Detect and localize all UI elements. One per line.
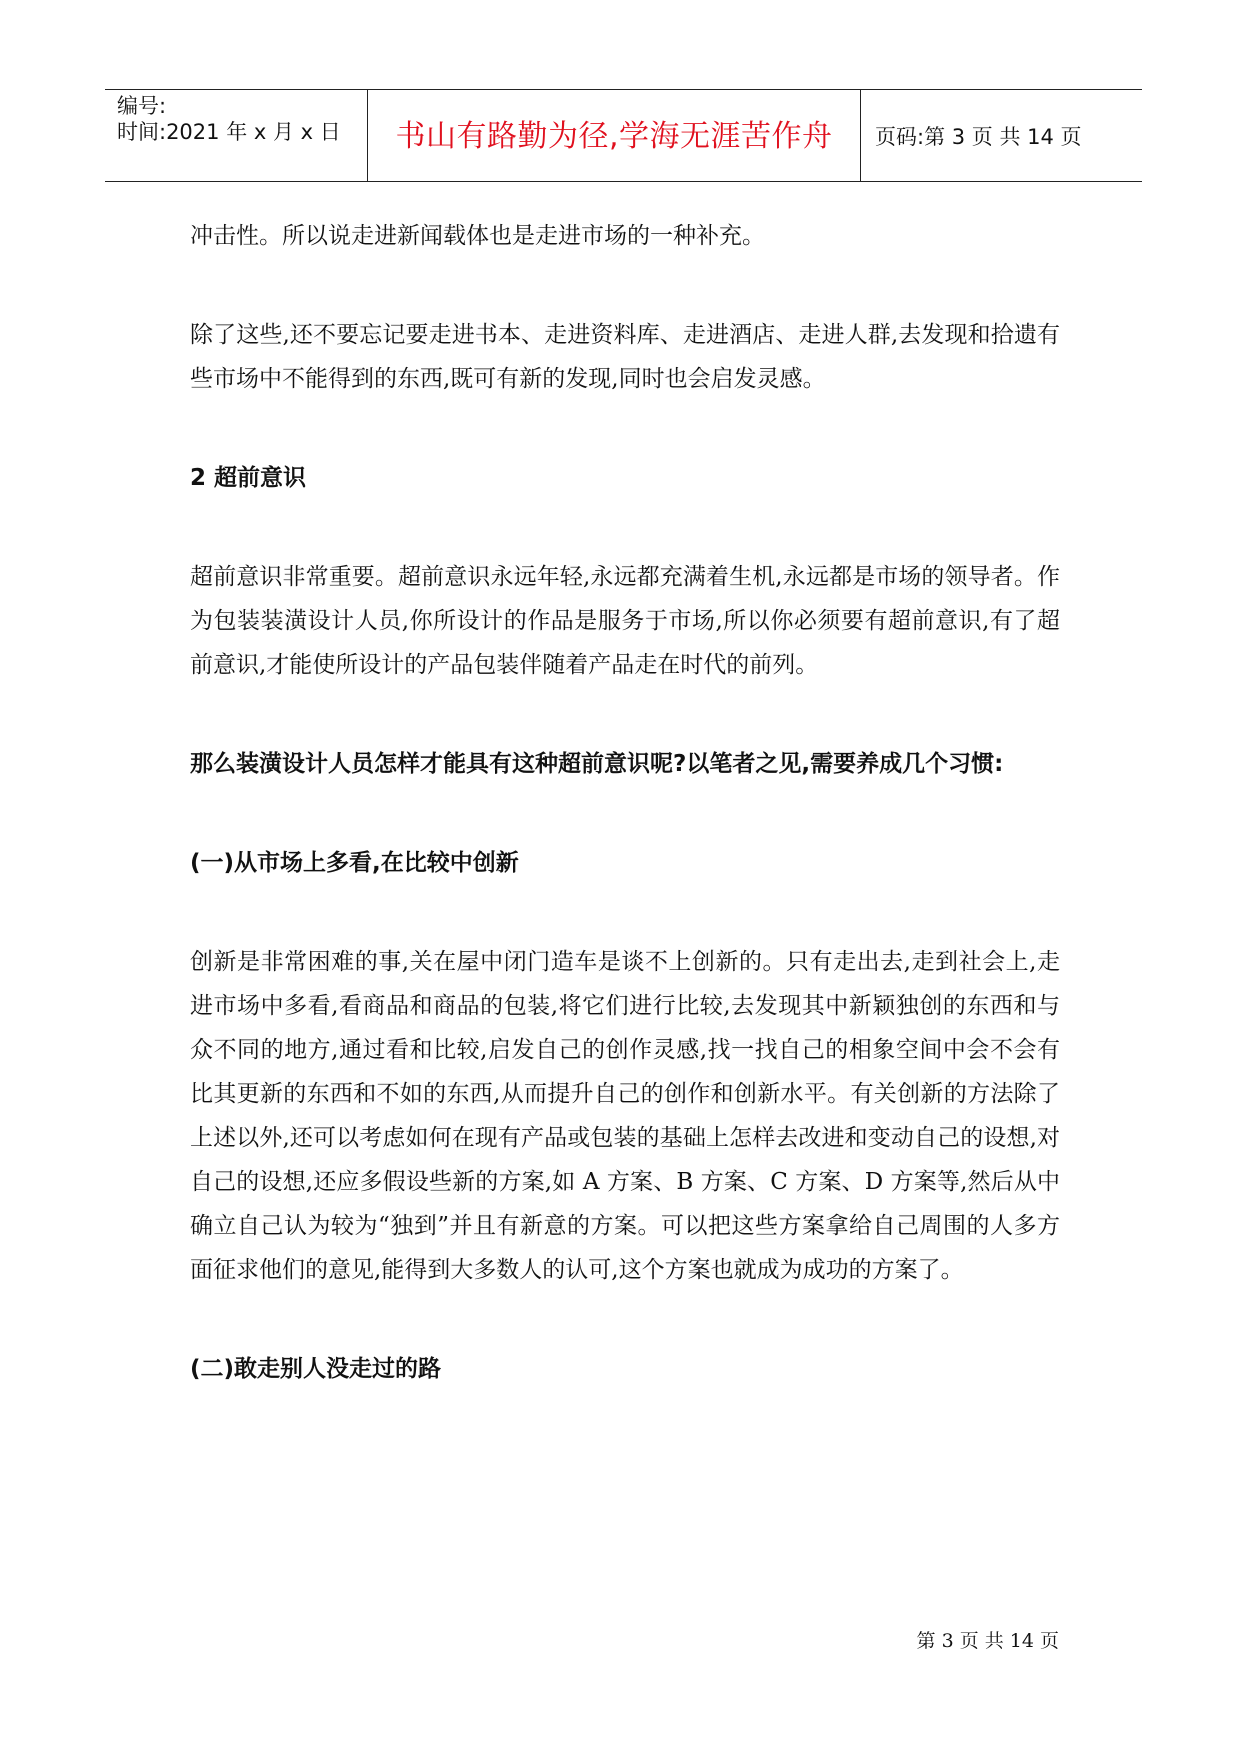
section-heading-foresight: 2 超前意识 [190,465,307,491]
paragraph-innovation: 创新是非常困难的事,关在屋中闭门造车是谈不上创新的。只有走出去,走到社会上,走进市场中多看,看商品和商品的包装,将它们进行比较,去发现其中新颖独创的东西和与众不同的地方,通过看和比较,启发自己的创作灵感,找一找自己的相象空间中会不会有比其更新的东西和不如的东西,从而提升自己的创作和创新水平。有关创新的方法除了上述以外,还可以考虑如何在现有产品或包装的基础上怎样去改进和变动自己的设想,对自己的设想,还应多假设些新的方案,如 A 方案、B 方案、C 方案、D 方案等,然后从中确立自己认为较为“独到”并且有新意的方案。可以把这些方案拿给自己周围的人多方面征求他们的意见,能得到大多数人的认可,这个方案也就成为成功的方案了。 [190,949,1060,1283]
paragraph-continuation: 冲击性。所以说走进新闻载体也是走进市场的一种补充。 [190,223,765,249]
document-number-label: 编号: [117,94,167,118]
document-time-label: 时间:2021 年 x 月 x 日 [117,120,341,144]
subheading-new-path: (二)敢走别人没走过的路 [190,1356,442,1382]
header-motto: 书山有路勤为径,学海无涯苦作舟 [395,119,833,154]
header-motto-cell [368,90,861,181]
header-page-cell [861,90,1142,181]
paragraph-foresight: 超前意识非常重要。超前意识永远年轻,永远都充满着生机,永远都是市场的领导者。作为包装装潢设计人员,你所设计的作品是服务于市场,所以你必须要有超前意识,有了超前意识,才能使所设计的产品包装伴随着产品走在时代的前列。 [190,564,1060,678]
page-footer-number: 第 3 页 共 14 页 [916,1630,1059,1652]
document-header [105,89,1142,182]
subheading-compare-innovate: (一)从市场上多看,在比较中创新 [190,850,519,876]
header-page-number: 页码:第 3 页 共 14 页 [875,125,1082,149]
document-body [190,214,1060,1391]
paragraph-other-sources: 除了这些,还不要忘记要走进书本、走进资料库、走进酒店、走进人群,去发现和拾遗有些市场中不能得到的东西,既可有新的发现,同时也会启发灵感。 [190,322,1060,392]
header-info-cell [105,90,368,181]
question-heading: 那么装潢设计人员怎样才能具有这种超前意识呢?以笔者之见,需要养成几个习惯: [190,751,1004,777]
